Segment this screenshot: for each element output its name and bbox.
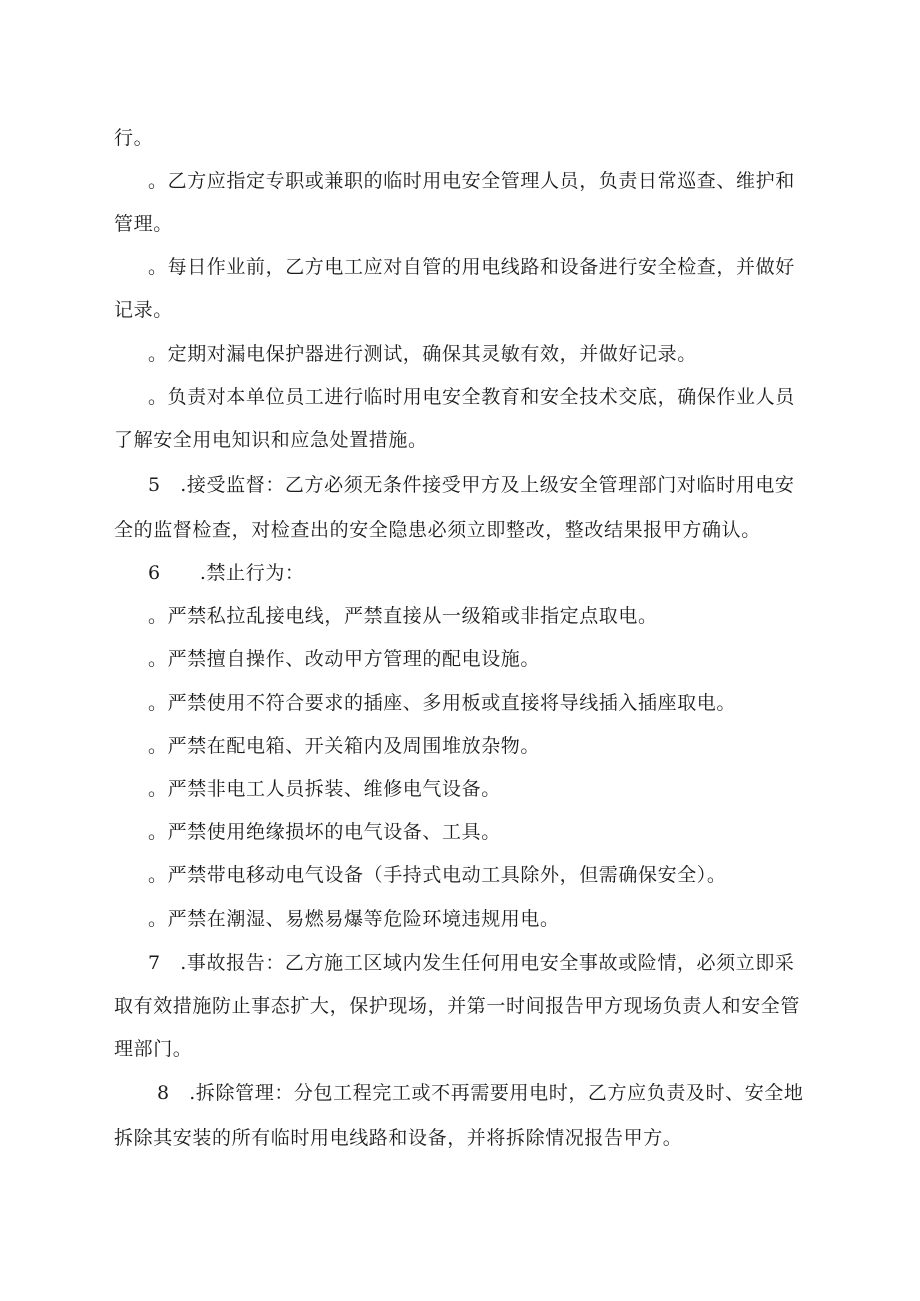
text-line: 。定期对漏电保护器进行测试，确保其灵敏有效，并做好记录。 — [148, 343, 697, 365]
text-line: 6 .禁止行为： — [148, 562, 305, 584]
text-line: 7 .事故报告：乙方施工区域内发生任何用电安全事故或险情，必须立即采 — [148, 952, 795, 974]
text-line: 5 .接受监督：乙方必须无条件接受甲方及上级安全管理部门对临时用电安 — [148, 474, 795, 496]
text-line: 。每日作业前，乙方电工应对自管的用电线路和设备进行安全检查，并做好 — [148, 256, 795, 278]
text-line: 。负责对本单位员工进行临时用电安全教育和安全技术交底，确保作业人员 — [148, 386, 795, 408]
text-line: 。严禁在配电箱、开关箱内及周围堆放杂物。 — [148, 735, 541, 757]
text-line: 记录。 — [114, 299, 173, 321]
text-line: 了解安全用电知识和应急处置措施。 — [114, 429, 428, 451]
text-line: 。严禁在潮湿、易燃易爆等危险环境违规用电。 — [148, 908, 560, 930]
text-line: 拆除其安装的所有临时用电线路和设备，并将拆除情况报告甲方。 — [114, 1127, 683, 1149]
text-line: 。严禁带电移动电气设备（手持式电动工具除外，但需确保安全）。 — [148, 864, 727, 886]
text-line: 理部门。 — [114, 1038, 193, 1060]
text-line: 管理。 — [114, 213, 173, 235]
text-line: 8 .拆除管理：分包工程完工或不再需要用电时，乙方应负责及时、安全地 — [157, 1082, 804, 1104]
text-line: 。严禁擅自操作、改动甲方管理的配电设施。 — [148, 648, 541, 670]
text-line: 。严禁非电工人员拆装、维修电气设备。 — [148, 778, 501, 800]
text-line: 。严禁私拉乱接电线，严禁直接从一级箱或非指定点取电。 — [148, 605, 658, 627]
text-line: 行。 — [114, 127, 154, 149]
text-line: 。乙方应指定专职或兼职的临时用电安全管理人员，负责日常巡查、维护和 — [148, 170, 795, 192]
text-line: 取有效措施防止事态扩大，保护现场，并第一时间报告甲方现场负责人和安全管 — [114, 995, 801, 1017]
text-line: 全的监督检查，对检查出的安全隐患必须立即整改，整改结果报甲方确认。 — [114, 519, 761, 541]
text-line: 。严禁使用绝缘损坏的电气设备、工具。 — [148, 821, 501, 843]
text-line: 。严禁使用不符合要求的插座、多用板或直接将导线插入插座取电。 — [148, 692, 737, 714]
